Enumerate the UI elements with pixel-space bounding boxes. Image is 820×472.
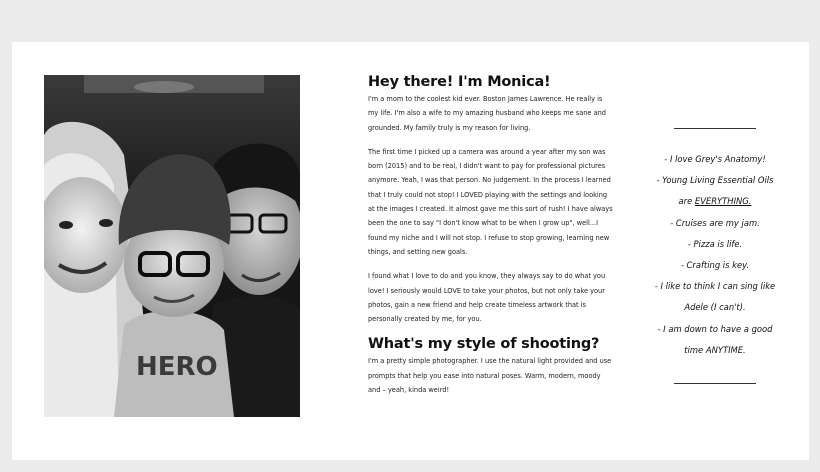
fun-fact-item: time ANYTIME.: [684, 344, 746, 355]
about-paragraph: I'm a mom to the coolest kid ever. Boston James Lawrence. He really is my life. I'm also a wife to my amazing husband who keeps me sane and grounded. My family truly is my reason for living.: [368, 95, 606, 132]
fun-facts-list: [640, 149, 790, 361]
fun-fact-item: - I like to think I can sing like: [654, 281, 776, 292]
svg-text:HERO: HERO: [136, 352, 218, 382]
fun-fact-emphasis: EVERYTHING.: [694, 196, 752, 207]
fun-fact-are-prefix: are: [678, 196, 695, 207]
fun-fact-item: - I love Grey's Anatomy!: [664, 154, 766, 164]
fun-fact-item: Adele (I can't).: [684, 302, 746, 313]
about-paragraph: The first time I picked up a camera was around a year after my son was born (2015) and to be real, I didn't want to pay for professional pictures anymore. Yeah, I was that person. No judgement. In the process I learned that I truly could not stop! I LOVED playing with the settings and looking at the images I created. It almost gave me this sort of rush! I have always been the one to say "I don't know what to be when I grow up", well...I found my niche and I will not stop. I refuse to stop growing, learning new things, and setting new goals.: [368, 147, 613, 256]
style-paragraph: I'm a pretty simple photographer. I use the natural light provided and use prompts that help you ease into natural poses. Warm, modern, moody and – yeah, kinda weird!: [368, 357, 612, 395]
fun-fact-item: - Cruises are my jam.: [670, 217, 760, 228]
fun-fact-item: - I am down to have a good: [657, 323, 773, 334]
fun-fact-item: - Young Living Essential Oils: [656, 175, 774, 186]
family-photo-image: [44, 75, 300, 417]
bottom-divider: [674, 383, 756, 384]
about-paragraph: I found what I love to do and you know, they always say to do what you love! I seriously would LOVE to take your photos, but not only take your photos, gain a new friend and help create timeless artwork that is personally created by me, for you.: [368, 272, 606, 324]
fun-fact-item: [640, 191, 790, 212]
about-heading: Hey there! I'm Monica!: [368, 74, 551, 90]
fun-fact-item: - Crafting is key.: [680, 260, 750, 271]
style-heading: What's my style of shooting?: [368, 336, 600, 353]
fun-facts-sidebar: [640, 128, 790, 384]
top-divider: [674, 128, 756, 129]
fun-fact-item: - Pizza is life.: [687, 238, 743, 249]
about-text-column: [368, 74, 614, 407]
family-photo: [44, 75, 300, 417]
about-card: [12, 42, 809, 460]
